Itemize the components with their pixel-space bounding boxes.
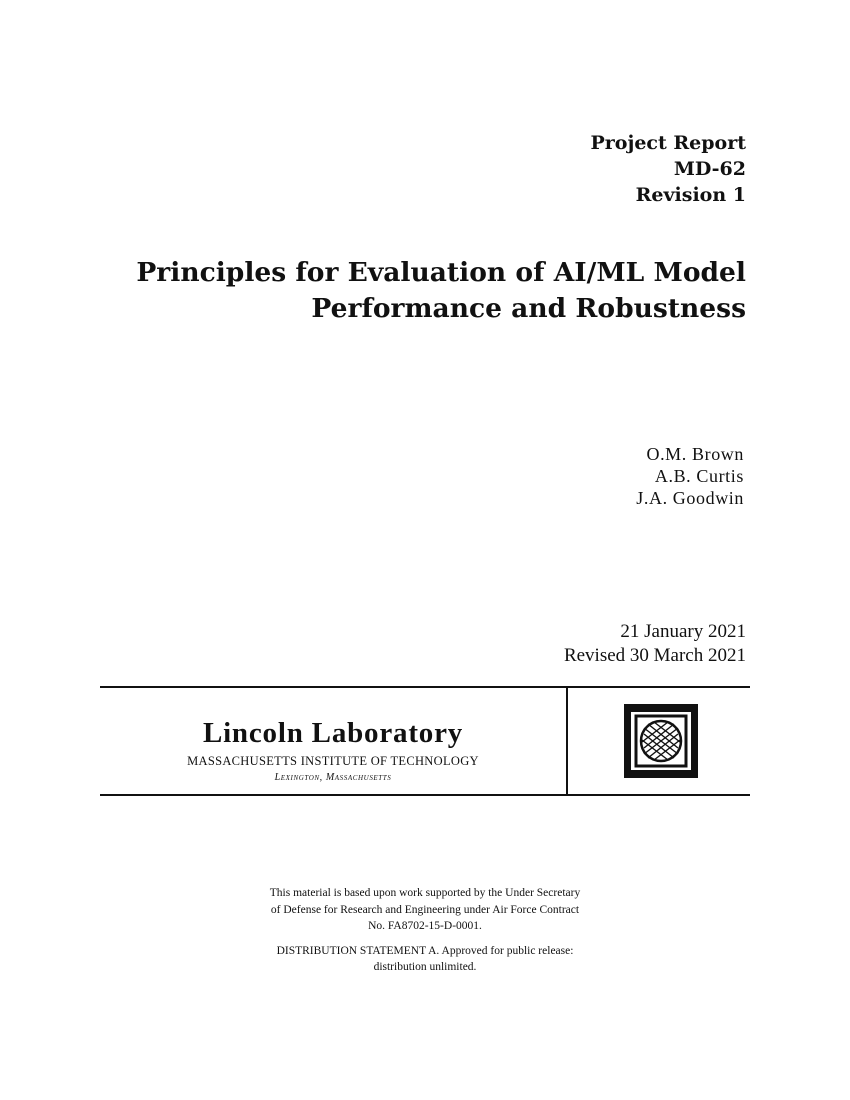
funding-line: No. FA8702-15-D-0001. bbox=[368, 920, 482, 932]
date-block bbox=[564, 620, 746, 668]
report-number: MD-62 bbox=[673, 158, 746, 180]
distribution-line: DISTRIBUTION STATEMENT A. Approved for public release: bbox=[276, 944, 574, 957]
banner-divider bbox=[566, 688, 568, 794]
institute-name: MASSACHUSETTS INSTITUTE OF TECHNOLOGY bbox=[187, 754, 479, 768]
distribution-statement bbox=[150, 943, 700, 976]
report-type: Project Report bbox=[590, 132, 746, 154]
revised-date: Revised 30 March 2021 bbox=[563, 645, 746, 666]
author: A.B. Curtis bbox=[654, 466, 744, 486]
report-identifier bbox=[590, 130, 746, 208]
lab-location: Lexington, Massachusetts bbox=[274, 772, 392, 783]
funding-line: of Defense for Research and Engineering under Air Force Contract bbox=[270, 903, 580, 916]
report-revision: Revision 1 bbox=[635, 184, 746, 206]
notice-block bbox=[150, 885, 700, 984]
funding-statement bbox=[150, 885, 700, 935]
title-line-1: Principles for Evaluation of AI/ML Model bbox=[136, 257, 746, 288]
title-line-2: Performance and Robustness bbox=[311, 293, 746, 324]
lincoln-lab-logo-icon bbox=[622, 702, 700, 780]
author: O.M. Brown bbox=[646, 444, 744, 464]
original-date: 21 January 2021 bbox=[620, 621, 746, 642]
funding-line: This material is based upon work supported by the Under Secretary bbox=[269, 887, 581, 899]
author: J.A. Goodwin bbox=[636, 488, 744, 508]
distribution-line: distribution unlimited. bbox=[373, 961, 477, 973]
lab-name: Lincoln Laboratory bbox=[202, 717, 464, 749]
document-title bbox=[86, 255, 746, 327]
author-list bbox=[636, 443, 744, 509]
